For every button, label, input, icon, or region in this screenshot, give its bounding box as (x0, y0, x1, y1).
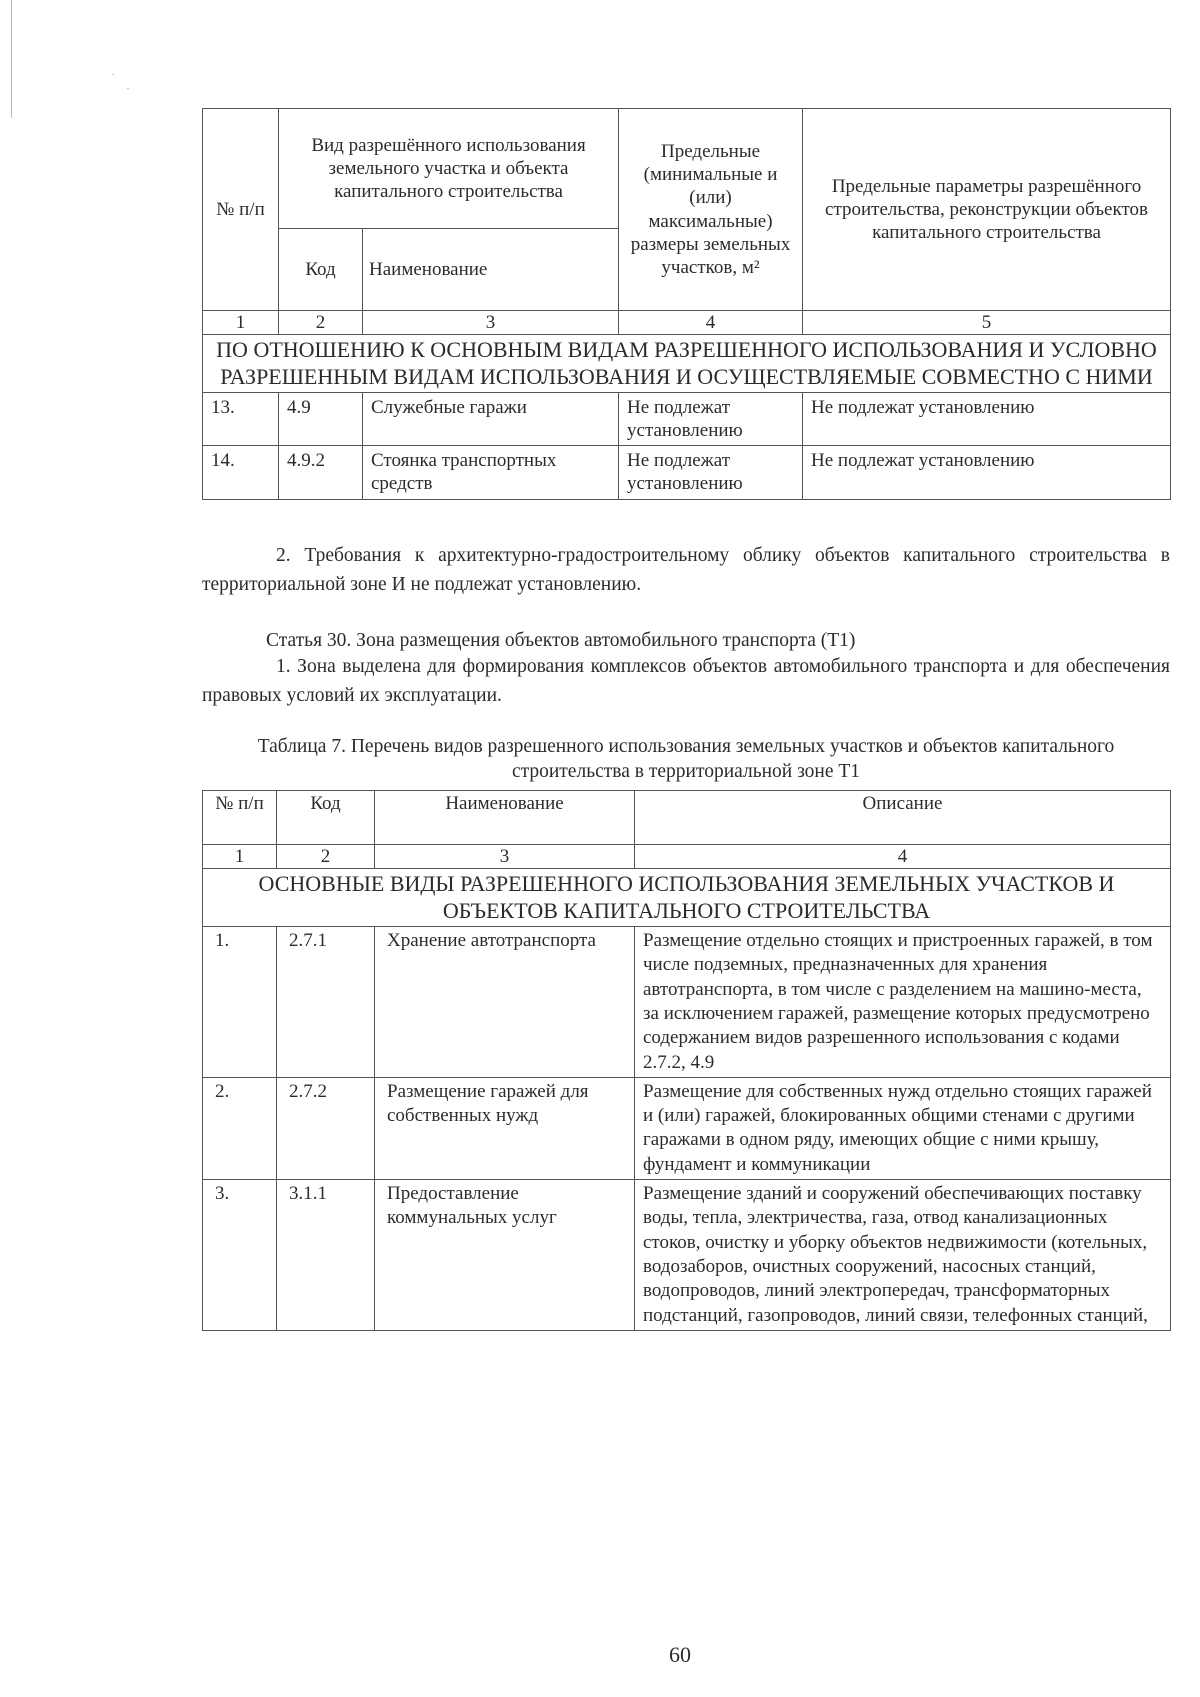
table-row (203, 1077, 1171, 1179)
section-row (203, 335, 1171, 393)
header-plot-sizes: Предельные (минимальные и (или) максимальные) размеры земельных участков, м² (619, 109, 803, 311)
row-sizes: Не подлежат установлению (619, 392, 803, 445)
column-number: 4 (635, 845, 1171, 869)
column-number: 2 (279, 311, 363, 335)
header-parameters: Предельные параметры разрешённого строительства, реконструкции объектов капитального строительства (803, 109, 1171, 311)
header-code: Код (277, 791, 375, 845)
scan-speck (127, 88, 129, 89)
row-num: 14. (203, 446, 279, 499)
row-name: Служебные гаражи (363, 392, 619, 445)
header-name: Наименование (375, 791, 635, 845)
column-number: 1 (203, 845, 277, 869)
column-number: 5 (803, 311, 1171, 335)
section-title: ОСНОВНЫЕ ВИДЫ РАЗРЕШЕННОГО ИСПОЛЬЗОВАНИЯ ЗЕМЕЛЬНЫХ УЧАСТКОВ И ОБЪЕКТОВ КАПИТАЛЬНОГО СТРОИТЕЛЬСТВА (203, 869, 1171, 927)
limits-table (202, 108, 1171, 500)
header-description: Описание (635, 791, 1171, 845)
row-params: Не подлежат установлению (803, 446, 1171, 499)
column-number: 3 (363, 311, 619, 335)
row-sizes: Не подлежат установлению (619, 446, 803, 499)
column-numbers-row (203, 311, 1171, 335)
table-row (203, 392, 1171, 445)
section-title: ПО ОТНОШЕНИЮ К ОСНОВНЫМ ВИДАМ РАЗРЕШЕННОГО ИСПОЛЬЗОВАНИЯ И УСЛОВНО РАЗРЕШЕННЫМ ВИДАМ ИСПОЛЬЗОВАНИЯ И ОСУЩЕСТВЛЯЕМЫЕ СОВМЕСТНО С НИМИ (203, 335, 1171, 393)
header-permitted-use: Вид разрешённого использования земельного участка и объекта капитального строительства (279, 109, 619, 229)
table-row (203, 1180, 1171, 1331)
row-code: 4.9.2 (279, 446, 363, 499)
row-description: Размещение для собственных нужд отдельно стоящих гаражей и (или) гаражей, блокированных общими стенами с другими гаражами в одном ряду, имеющих общие с ними крышу, фундамент и коммуникации (635, 1077, 1171, 1179)
scan-speck (112, 74, 114, 75)
column-number: 1 (203, 311, 279, 335)
section-row (203, 869, 1171, 927)
header-name: Наименование (363, 229, 619, 311)
row-description: Размещение зданий и сооружений обеспечивающих поставку воды, тепла, электричества, газа, отвод канализационных стоков, очистку и уборку объектов недвижимости (котельных, водозаборов, очистных сооружений, насосных станций, водопроводов, линий электропередач, трансформаторных подстанций, газопроводов, линий связи, телефонных станций, (635, 1180, 1171, 1331)
scan-edge-line (11, 0, 12, 118)
row-num: 1. (203, 926, 277, 1077)
row-code: 2.7.2 (277, 1077, 375, 1179)
permitted-uses-table (202, 790, 1171, 1331)
requirements-paragraph: 2. Требования к архитектурно-градостроительному облику объектов капитального строительства в территориальной зоне И не подлежат установлению. (202, 545, 1170, 596)
page-number: 60 (669, 1642, 691, 1667)
row-name: Размещение гаражей для собственных нужд (375, 1077, 635, 1179)
row-description: Размещение отдельно стоящих и пристроенных гаражей, в том числе подземных, предназначенных для хранения автотранспорта, в том числе с разделением на машино-места, за исключением гаражей, размещение которых предусмотрено содержанием видов разрешенного использования с кодами 2.7.2, 4.9 (635, 926, 1171, 1077)
header-code: Код (279, 229, 363, 311)
row-name: Хранение автотранспорта (375, 926, 635, 1077)
article-item-1: 1. Зона выделена для формирования комплексов объектов автомобильного транспорта и для обеспечения правовых условий их эксплуатации. (202, 656, 1170, 707)
row-num: 3. (203, 1180, 277, 1331)
row-code: 3.1.1 (277, 1180, 375, 1331)
column-number: 2 (277, 845, 375, 869)
column-number: 4 (619, 311, 803, 335)
row-name: Стоянка транспортных средств (363, 446, 619, 499)
row-num: 13. (203, 392, 279, 445)
table-row (203, 446, 1171, 499)
article-title: Статья 30. Зона размещения объектов автомобильного транспорта (Т1) (266, 630, 856, 651)
row-code: 4.9 (279, 392, 363, 445)
table-caption: Таблица 7. Перечень видов разрешенного использования земельных участков и объектов капитального строительства в территориальной зоне Т1 (257, 736, 1115, 783)
row-num: 2. (203, 1077, 277, 1179)
row-name: Предоставление коммунальных услуг (375, 1180, 635, 1331)
column-number: 3 (375, 845, 635, 869)
header-num: № п/п (203, 109, 279, 311)
column-numbers-row (203, 845, 1171, 869)
row-code: 2.7.1 (277, 926, 375, 1077)
header-num: № п/п (203, 791, 277, 845)
row-params: Не подлежат установлению (803, 392, 1171, 445)
table-row (203, 926, 1171, 1077)
